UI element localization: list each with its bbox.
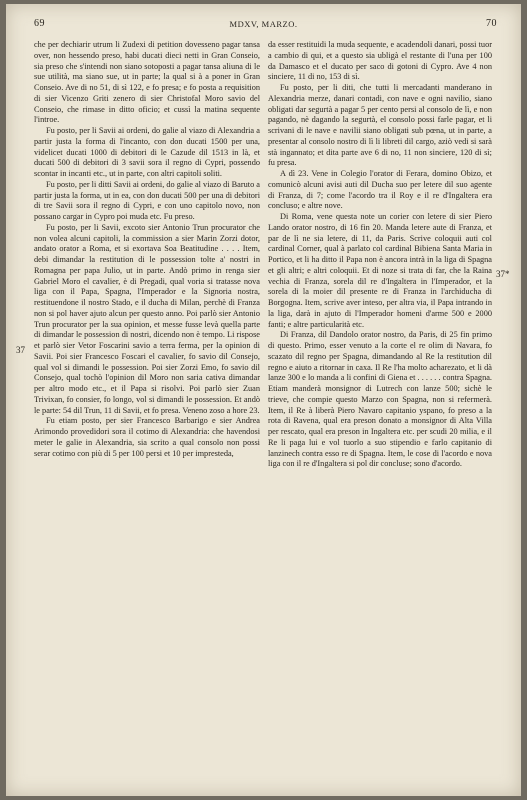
left-page-number: 69: [34, 18, 45, 29]
book-page: [6, 4, 521, 796]
right-page-number: 70: [486, 18, 497, 29]
paragraph: Fu posto, per li diti, che tutti li mercadanti manderano in Alexandria merze, danari contadi, con nave e ogni navilio, siano obligati dar segurtà a pagar 5 per cento persi al consolo de lì, e non pagando, nè dagando la segurtà, el consolo possi farle pagar, et li scrivani di le nave e navilii siano obligati sub pœna, ut in parte, a presentar al consolo nostro di lì li libreti dil cargo, aziò vedi si sarà stà ingannato; et dita parte ave 6 di no, 11 non sinciere, 120 di sì; fu presa.: [268, 83, 492, 168]
left-margin-number: 37: [16, 345, 25, 355]
paragraph: Di Franza, dil Dandolo orator nostro, da Paris, di 25 fin primo di questo. Primo, esser venuto a la corte el re olim di Navara, fo scazato dil regno per Spagna, dimandando al Re la restitution dil regno e aiuto a ritornar in caxa. Il Re l'ha molto acharezato, et li dà lanze 300 e lo manda a li confini di Giena et . . . . . . contra Spagna. Etiam manderà monsignor di Lutrech con lanze 500; sichè le trieve, che compie questo Marzo con Spagna, non si refermerà. Item, il Re à liberà Piero Navaro capitanio yspano, fo preso a la rota di Ravena, qual era preson donato a monsignor di Alta Villa per rescato, qual era preson in Ingaltera etc. per scudi 20 milia, e il Re li paga lui e vol tuorlo a suo stipendio e farlo capitanio di lanzinech contra esso re di Spagna. Item, le cose di l'acordo e nova liga con il re d'Ingaltera si pol dir concluse; sono d'acordo.: [268, 330, 492, 469]
paragraph: Fu posto, per li Savii ai ordeni, do galie al viazo di Alexandria a partir justa la forma di l'incanto, con don ducati 1500 per una, videlicet ducati 1000 di debitori di le Cazude dil 1513 in là, et ducati 500 di debitori di 3 savii sora il regno di Cypri, possendo scontar in incanti etc., ut in parte, con altri capitoli soliti.: [34, 126, 260, 178]
left-column: [34, 40, 260, 459]
running-title: MDXV, MARZO.: [229, 19, 298, 29]
right-margin-number: 37*: [496, 269, 510, 279]
paragraph: Fu posto, per li Savii, excoto sier Antonio Trun procurator che non volea alcuni capitoli, la commission a sier Marin Zorzi dotor, andato orator a Roma, et si exortava Soa Beatitudine . . . . Item, debi dimandar la restitution di le possession tolte a' nostri in Romagna per papa Julio, ut in parte. Andò primo in renga sier Gabriel Moro el cavalier, è di Pregadi, qual voria si tratasse nova liga con il Papa, Spagna, l'Imperador e la Signoria nostra, restituendone il nostro Stado, e il ducha di Milan, perchè di Franza non si pol haver ajuto alcun per questo anno. Poi parlò sier Antonio Trun procurator per la sua opinion, et messe fusse levà quella parte di dimandar le possession di nostri, dicendo non è tempo. Li rispose et parlò sier Vetor Foscarini savio a terra ferma, per la opinion di Savii. Poi sier Francesco Foscari el cavalier, fo savio dil Consejo, qual vol si dimandi le possession. Poi sier Zorzi Emo, fo savio dil Consejo, qual tochò l'opinion dil Moro non saria cativa dimandar per altro modo etc., et il Papa si risolvi. Poi parlò sier Zuan Trivixan, fo consier, fo longo, vol si dimandi le possession. Et andò le parte: 54 dil Trun, 11 di Savii, et fo presa. Veneno zoso a hore 23.: [34, 222, 260, 415]
running-header: [6, 18, 521, 32]
paragraph: A dì 23. Vene in Colegio l'orator di Ferara, domino Obizo, et comunicò alcuni avisi auti dil Ducha suo per letere dil suo agente di Franza, di 7; come l'acordo tra il Roy e il re d'Ingaltera era concluso; e altre nove.: [268, 169, 492, 211]
paragraph: Fu posto, per li ditti Savii ai ordeni, do galie al viazo di Baruto a partir justa la forma, ut in ea, con don ducati 500 per una di debitori di tre Savii sora il regno di Cypri, e con uno capitolo novo, non possano cargar in Cypro poi muda etc. Fu preso.: [34, 179, 260, 221]
paragraph: Fu etiam posto, per sier Francesco Barbarigo e sier Andrea Arimondo provedidori sora il cotimo di Alexandria: che havendosi meter le galie in Alexandria, sia scrito a qual consolo non possi serar cotimo con più di 5 per 100 persi et 10 per impresteda,: [34, 416, 260, 458]
right-column: [268, 40, 492, 470]
paragraph: Di Roma, vene questa note un corier con letere di sier Piero Lando orator nostro, di 16 fin 20. Manda letere aute di Franza, et par de lì ne sia letere, di 11, da Paris. Scrive coloquii auti col cardinal Corner, qual à parlato col cardinal Bibiena Santa Maria in Portico, et li ha ditto il Papa non è ancora intrà in la liga di Spagna et gli altri; e altri coloquii. Et di noze si trata di far, che la Raina vechia di Franza, sorela dil re d'Ingaltera in l'Imperador, et la sorela di la moier dil presente re di Franza in l'archiducha di Borgogna. Item, scrive aver inteso, per altra via, il Papa intrando in la liga, darà in ajuto di l'Imperador homeni d'arme 500 e 2000 fanti; e altre particularità etc.: [268, 212, 492, 329]
paragraph: da esser restituidi la muda sequente, e acadendoli danari, possi tuor a cambio di qui, et a questo sia ubligà el restante di l'una per 100 da Damasco et el ducato per saco di gotoni di Cypro. Ave 4 non sinciere, 11 di no, 153 di sì.: [268, 40, 492, 82]
paragraph: che per dechiarir utrum li Zudexi di petition dovesseno pagar tansa over, non hessendo preso, habi ducati dieci netti in Gran Conseio, sia preso che s'intendi non siano sotoposti a pagar tansa aliuna di le sue utilità, ma siano sue, ut in parte; la qual si à a poner in Gran Conseio. Ave di no 51, di sì 122, e fo presa; e fo posta a requisition di sier Vicenzo Griti zenero di sier Christofal Moro savio del Conseio, che rimase in ditto oficio; et cussì la matina sequente l'introe.: [34, 40, 260, 125]
